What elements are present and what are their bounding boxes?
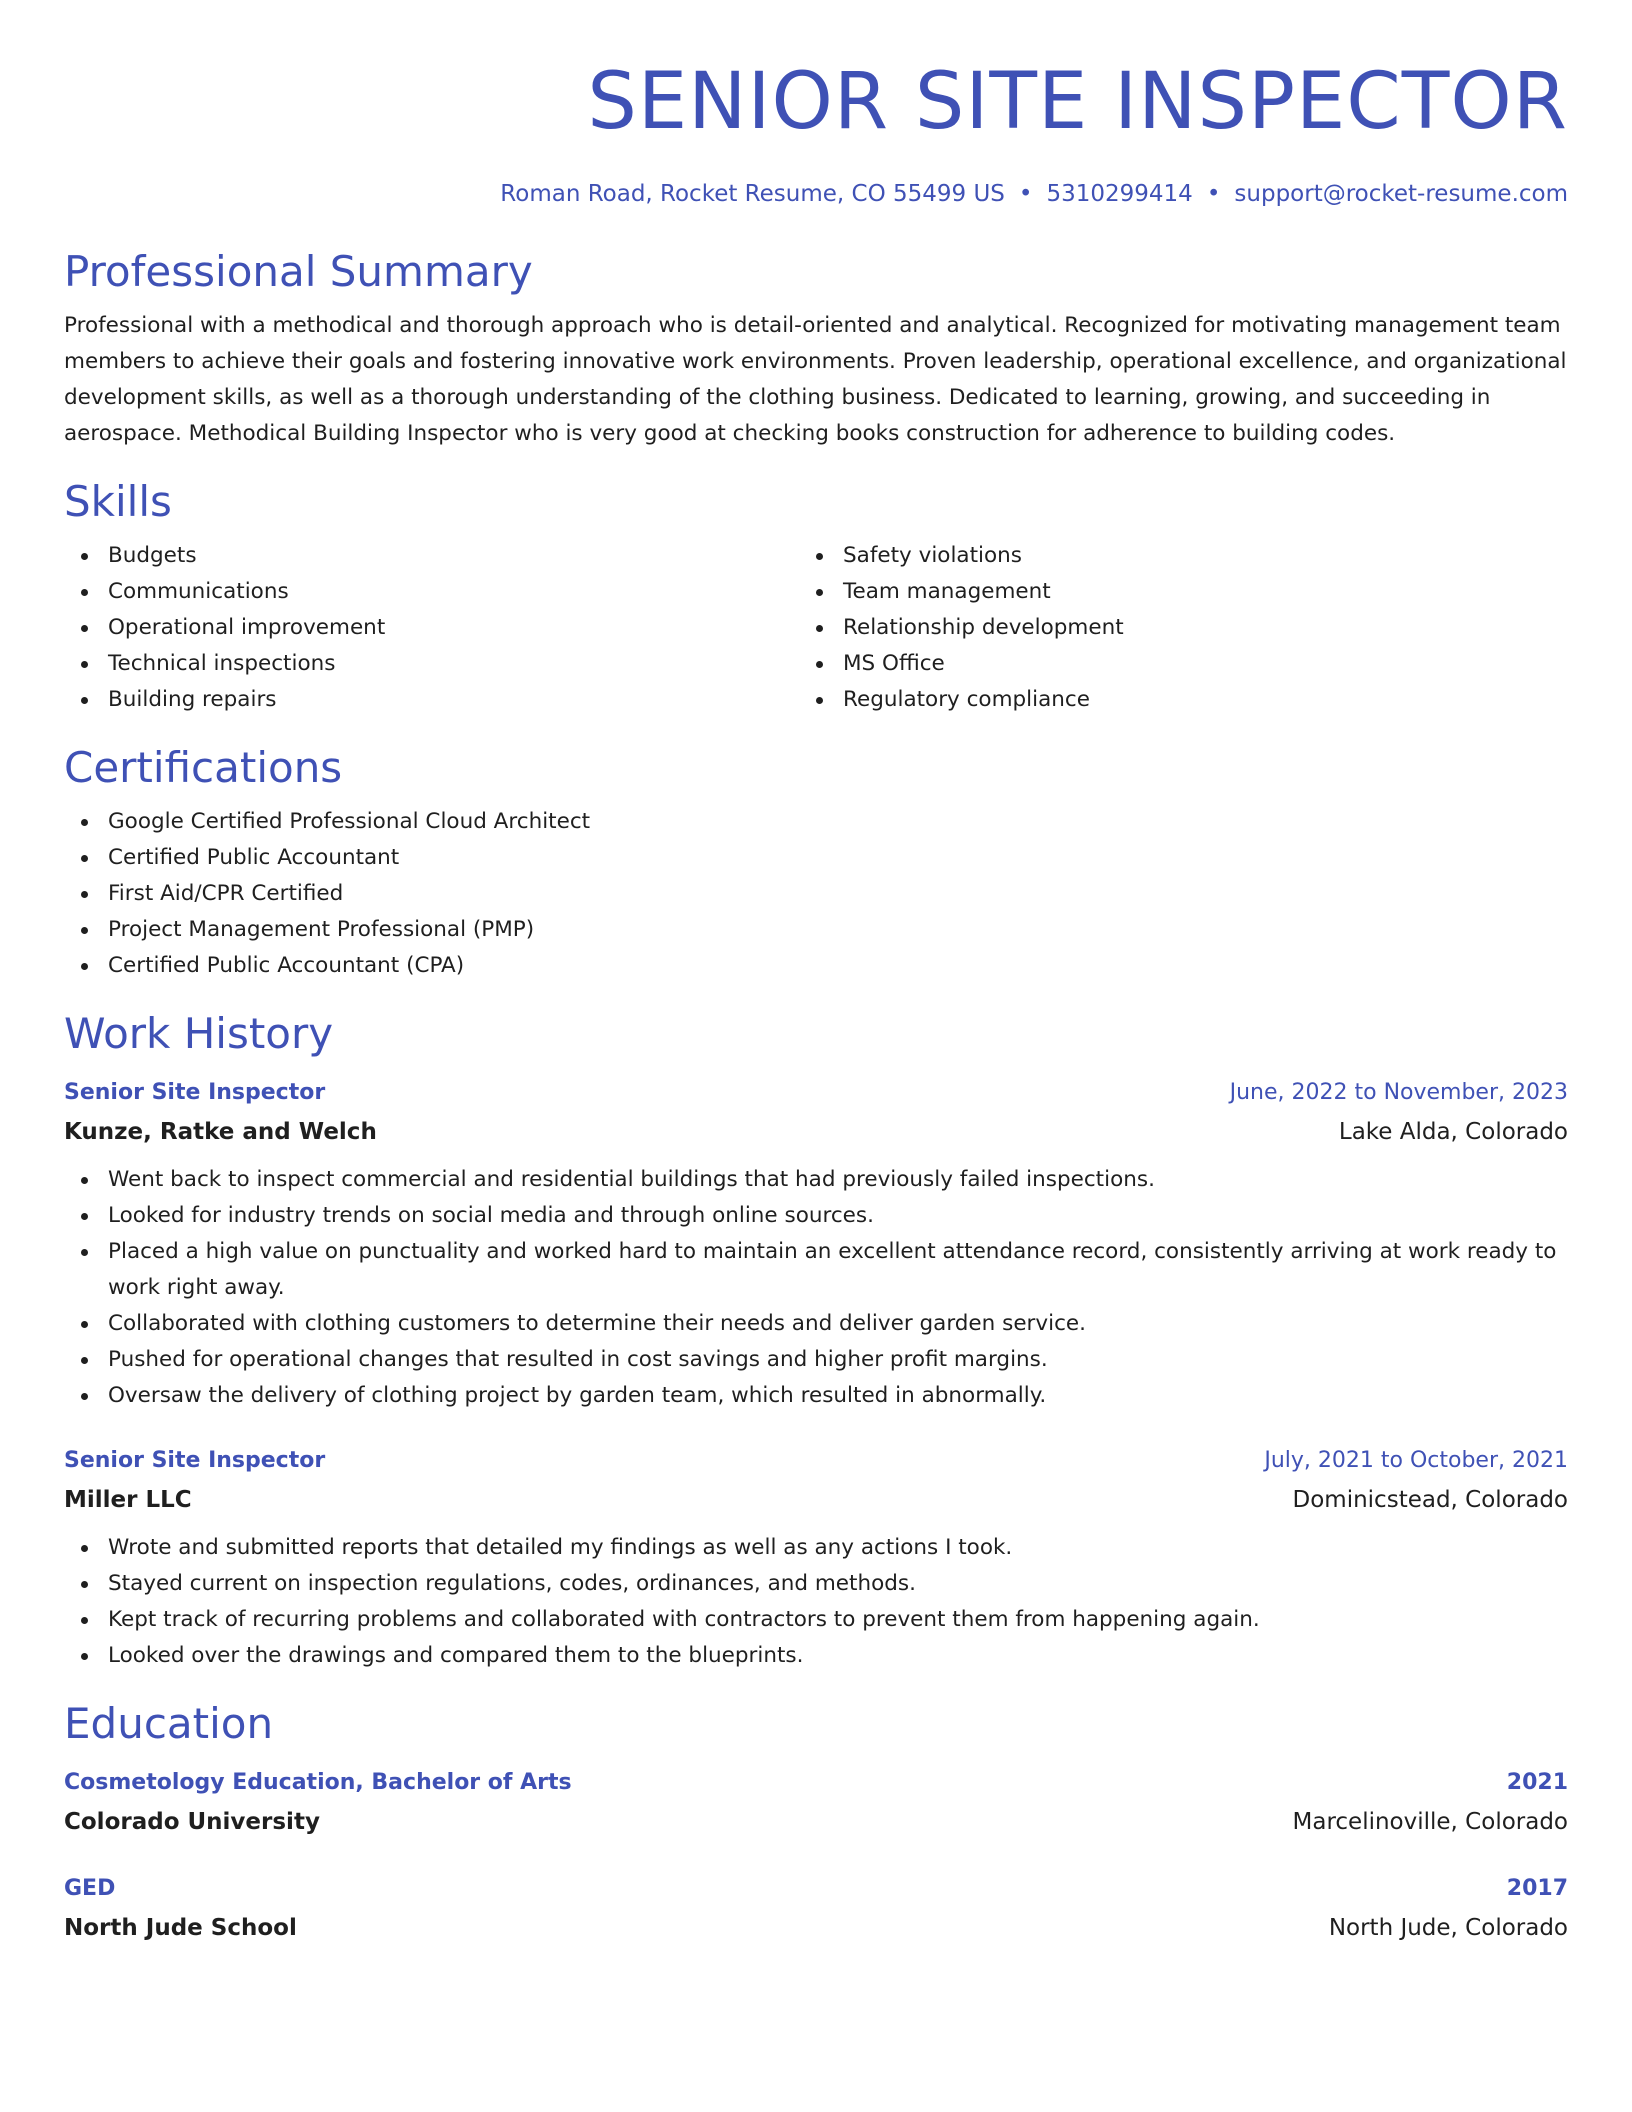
contact-separator: • — [1206, 181, 1221, 207]
job-location: Lake Alda, Colorado — [1338, 1119, 1568, 1145]
education-degree: Cosmetology Education, Bachelor of Arts — [64, 1770, 572, 1795]
education-entry — [64, 1764, 1568, 1842]
skill-item: Communications — [64, 574, 799, 610]
job-bullet: Stayed current on inspection regulations, codes, ordinances, and methods. — [64, 1566, 1568, 1602]
skills-list-left — [64, 538, 799, 718]
summary-section — [64, 246, 1568, 452]
education-location: Marcelinoville, Colorado — [1292, 1809, 1568, 1835]
summary-heading: Professional Summary — [64, 247, 533, 296]
job-location: Dominicstead, Colorado — [1292, 1487, 1568, 1513]
education-degree: GED — [64, 1876, 116, 1901]
skill-item: Building repairs — [64, 682, 799, 718]
job-title: Senior Site Inspector — [64, 1080, 326, 1105]
job-subheader — [64, 1112, 1568, 1152]
skills-grid — [64, 538, 1568, 718]
job-bullets — [64, 1530, 1568, 1674]
skills-section — [64, 476, 1568, 718]
job-bullet: Collaborated with clothing customers to determine their needs and deliver garden service. — [64, 1306, 1568, 1342]
education-school: Colorado University — [64, 1809, 320, 1835]
certification-item: First Aid/CPR Certified — [64, 876, 1568, 912]
skill-item: Technical inspections — [64, 646, 799, 682]
job-dates: June, 2022 to November, 2023 — [1229, 1080, 1568, 1105]
skill-item: Budgets — [64, 538, 799, 574]
job-bullet: Pushed for operational changes that resulted in cost savings and higher profit margins. — [64, 1342, 1568, 1378]
skill-item: Relationship development — [799, 610, 1499, 646]
certification-item: Google Certified Professional Cloud Architect — [64, 804, 1568, 840]
education-subheader — [64, 1802, 1568, 1842]
education-section — [64, 1698, 1568, 1948]
job-bullet: Went back to inspect commercial and residential buildings that had previously failed inspections. — [64, 1162, 1568, 1198]
job-entry — [64, 1442, 1568, 1674]
certifications-heading: Certifications — [64, 743, 343, 792]
job-bullets — [64, 1162, 1568, 1414]
certification-item: Certified Public Accountant — [64, 840, 1568, 876]
skill-item: Operational improvement — [64, 610, 799, 646]
job-company: Kunze, Ratke and Welch — [64, 1119, 377, 1145]
job-bullet: Placed a high value on punctuality and worked hard to maintain an excellent attendance record, consistently arriving at work ready to work right away. — [64, 1234, 1568, 1306]
certification-item: Certified Public Accountant (CPA) — [64, 948, 1568, 984]
job-bullet: Oversaw the delivery of clothing project by garden team, which resulted in abnormally. — [64, 1378, 1568, 1414]
education-school: North Jude School — [64, 1915, 297, 1941]
resume-title: SENIOR SITE INSPECTOR — [587, 57, 1568, 147]
skills-heading: Skills — [64, 477, 172, 526]
education-year: 2021 — [1506, 1770, 1568, 1795]
job-header — [64, 1442, 1568, 1480]
job-title: Senior Site Inspector — [64, 1448, 326, 1473]
contact-email[interactable]: support@rocket-resume.com — [1234, 181, 1568, 207]
contact-address: Roman Road, Rocket Resume, CO 55499 US — [500, 181, 1005, 207]
job-bullet: Looked over the drawings and compared them to the blueprints. — [64, 1638, 1568, 1674]
education-heading: Education — [64, 1699, 274, 1748]
certification-item: Project Management Professional (PMP) — [64, 912, 1568, 948]
job-subheader — [64, 1480, 1568, 1520]
skill-item: Safety violations — [799, 538, 1499, 574]
job-bullet: Looked for industry trends on social media and through online sources. — [64, 1198, 1568, 1234]
job-bullet: Kept track of recurring problems and collaborated with contractors to prevent them from happening again. — [64, 1602, 1568, 1638]
education-year: 2017 — [1506, 1876, 1568, 1901]
summary-text: Professional with a methodical and thorough approach who is detail-oriented and analytical. Recognized for motivating management team members to achieve their goals and fostering innovative work environments. Proven leadership, operational excellence, and organizational development skills, as well as a thorough understanding of the clothing business. Dedicated to learning, growing, and succeeding in aerospace. Methodical Building Inspector who is very good at checking books construction for adherence to building codes. — [64, 313, 1567, 446]
education-location: North Jude, Colorado — [1328, 1915, 1568, 1941]
job-header — [64, 1074, 1568, 1112]
job-dates: July, 2021 to October, 2021 — [1264, 1448, 1568, 1473]
education-header — [64, 1870, 1568, 1908]
contact-phone: 5310299414 — [1046, 181, 1193, 207]
certifications-section — [64, 742, 1568, 984]
certifications-list — [64, 804, 1568, 984]
skill-item: Team management — [799, 574, 1499, 610]
contact-separator: • — [1018, 181, 1033, 207]
work-history-section — [64, 1008, 1568, 1674]
education-entry — [64, 1870, 1568, 1948]
job-company: Miller LLC — [64, 1487, 192, 1513]
skill-item: Regulatory compliance — [799, 682, 1499, 718]
job-bullet: Wrote and submitted reports that detailed my findings as well as any actions I took. — [64, 1530, 1568, 1566]
job-entry — [64, 1074, 1568, 1414]
contact-line — [64, 178, 1568, 210]
education-subheader — [64, 1908, 1568, 1948]
skill-item: MS Office — [799, 646, 1499, 682]
work-history-heading: Work History — [64, 1009, 334, 1058]
education-header — [64, 1764, 1568, 1802]
skills-list-right — [799, 538, 1499, 718]
